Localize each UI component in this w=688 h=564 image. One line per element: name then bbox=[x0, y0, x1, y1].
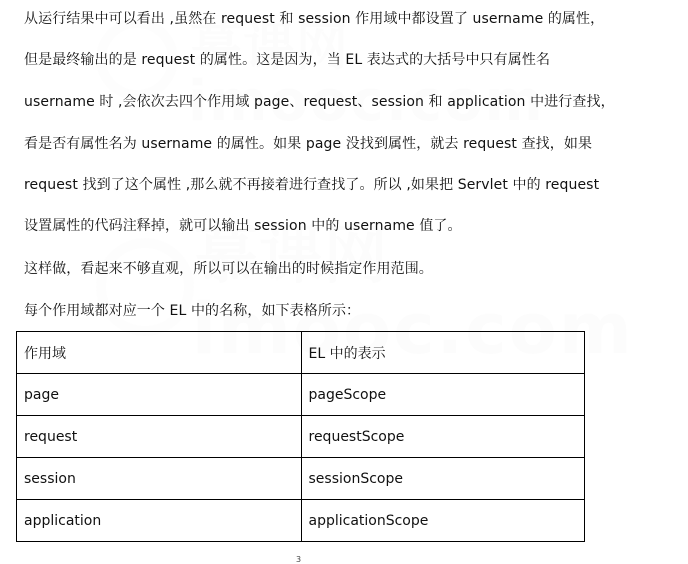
table-row bbox=[17, 458, 585, 500]
table-header-row bbox=[17, 332, 585, 374]
table-row bbox=[17, 416, 585, 458]
table-cell: request bbox=[17, 416, 302, 458]
table-header-cell: 作用域 bbox=[17, 332, 302, 374]
table-cell: requestScope bbox=[301, 416, 585, 458]
paragraph-line-8: 每个作用域都对应一个 EL 中的名称，如下表格所示： bbox=[24, 303, 361, 319]
scope-mapping-table bbox=[16, 331, 585, 542]
table-row bbox=[17, 374, 585, 416]
watermark-logo-icon bbox=[96, 238, 194, 336]
table-cell: page bbox=[17, 374, 302, 416]
paragraph-line-5: request 找到了这个属性 ,那么就不再接着进行查找了。所以 ,如果把 Servlet 中的 request bbox=[24, 177, 600, 193]
watermark-top bbox=[96, 12, 356, 132]
table-cell: applicationScope bbox=[301, 500, 585, 542]
paragraph-line-7: 这样做，看起来不够直观，所以可以在输出的时候指定作用范围。 bbox=[24, 261, 433, 277]
table-cell: session bbox=[17, 458, 302, 500]
paragraph-line-4: 看是否有属性名为 username 的属性。如果 page 没找到属性，就去 request 查找，如果 bbox=[24, 136, 593, 152]
table-cell: sessionScope bbox=[301, 458, 585, 500]
paragraph-line-6: 设置属性的代码注释掉，就可以输出 session 中的 username 值了。 bbox=[24, 218, 462, 234]
paragraph-line-1: 从运行结果中可以看出 ,虽然在 request 和 session 作用域中都设置了 username 的属性， bbox=[24, 11, 605, 27]
page-number-fragment: 3 bbox=[296, 555, 302, 564]
table-cell: pageScope bbox=[301, 374, 585, 416]
paragraph-line-2: 但是最终输出的是 request 的属性。这是因为，当 EL 表达式的大括号中只有属性名 bbox=[24, 52, 551, 68]
paragraph-line-3: username 时 ,会依次去四个作用域 page、request、session 和 application 中进行查找， bbox=[24, 94, 615, 110]
table-header-cell: EL 中的表示 bbox=[301, 332, 585, 374]
table-row bbox=[17, 500, 585, 542]
table-cell: application bbox=[17, 500, 302, 542]
